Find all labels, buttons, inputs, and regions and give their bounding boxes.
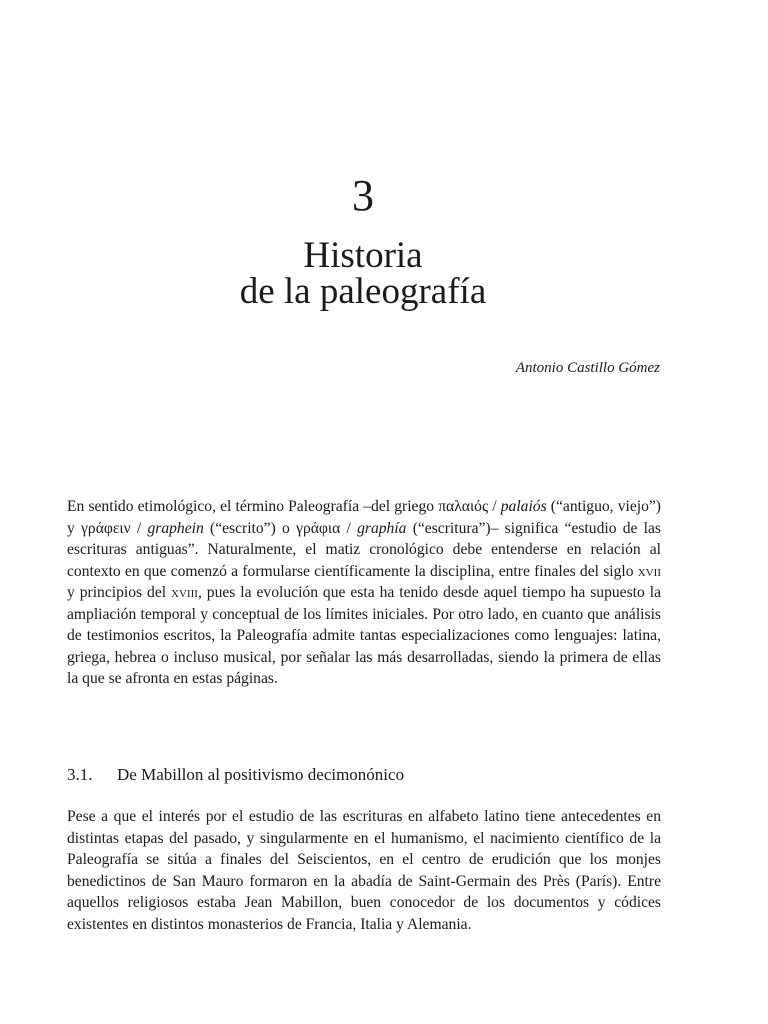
greek-word-graphein: γράφειν bbox=[81, 519, 131, 537]
transliteration-graphein: graphein bbox=[147, 519, 204, 537]
section-paragraph: Pese a que el interés por el estudio de las escrituras en alfabeto latino tiene antecedentes en distintas etapas del pasado, y singularmente en el humanismo, el nacimiento científico de la Paleografía se sitúa a finales del Seiscientos, en el centro de erudición que los monjes benedictinos de San Mauro formaron en la abadía de Saint-Germain des Près (París). Entre aquellos religiosos estaba Jean Mabillon, buen conocedor de los documentos y códices existentes en distintos monasterios de Francia, Italia y Alemania. bbox=[67, 808, 661, 933]
intro-text-4: (“escritura”)– significa “estudio de las escrituras antiguas”. Naturalmente, el matiz cronológico debe entenderse en relación al contexto en que comenzó a formularse científicamente la disciplina, entre finales del siglo bbox=[67, 519, 662, 580]
greek-word-graphia: γράφια bbox=[296, 519, 341, 537]
separator: / bbox=[488, 498, 501, 515]
intro-paragraph bbox=[67, 496, 661, 690]
section-title: De Mabillon al positivismo decimonónico bbox=[117, 765, 405, 784]
greek-word-palaios: παλαιός bbox=[438, 498, 489, 515]
section-heading bbox=[67, 764, 404, 786]
chapter-title bbox=[0, 235, 726, 312]
intro-text-6: , pues la evolución que esta ha tenido desde aquel tiempo ha supuesto la ampliación temporal y conceptual de los límites iniciales. Por otro lado, en cuanto que análisis de testimonios escritos, la Paleografía admite tantas especializaciones como lenguajes: latina, griega, hebrea o incluso musical, por señalar las más desarrolladas, siendo la primera de ellas la que se afronta en estas páginas. bbox=[67, 584, 661, 687]
intro-text-5: y principios del bbox=[67, 584, 172, 601]
chapter-title-line-2: de la paleografía bbox=[239, 271, 487, 312]
separator: / bbox=[130, 519, 148, 537]
intro-text-3: (“escrito”) o bbox=[203, 519, 297, 537]
chapter-number: 3 bbox=[352, 171, 374, 220]
intro-text-1: En sentido etimológico, el término Paleografía –del griego bbox=[67, 498, 439, 515]
intro-text-2: (“antiguo, viejo”) y bbox=[67, 498, 661, 537]
separator: / bbox=[340, 519, 358, 537]
century-xvii: xvii bbox=[637, 562, 661, 580]
chapter-author: Antonio Castillo Gómez bbox=[515, 360, 660, 376]
transliteration-graphia: graphía bbox=[357, 519, 407, 537]
transliteration-palaios: palaiós bbox=[500, 498, 547, 515]
chapter-title-line-1: Historia bbox=[303, 235, 423, 276]
section-number: 3.1. bbox=[67, 765, 93, 784]
century-xviii: xviii bbox=[171, 584, 198, 601]
